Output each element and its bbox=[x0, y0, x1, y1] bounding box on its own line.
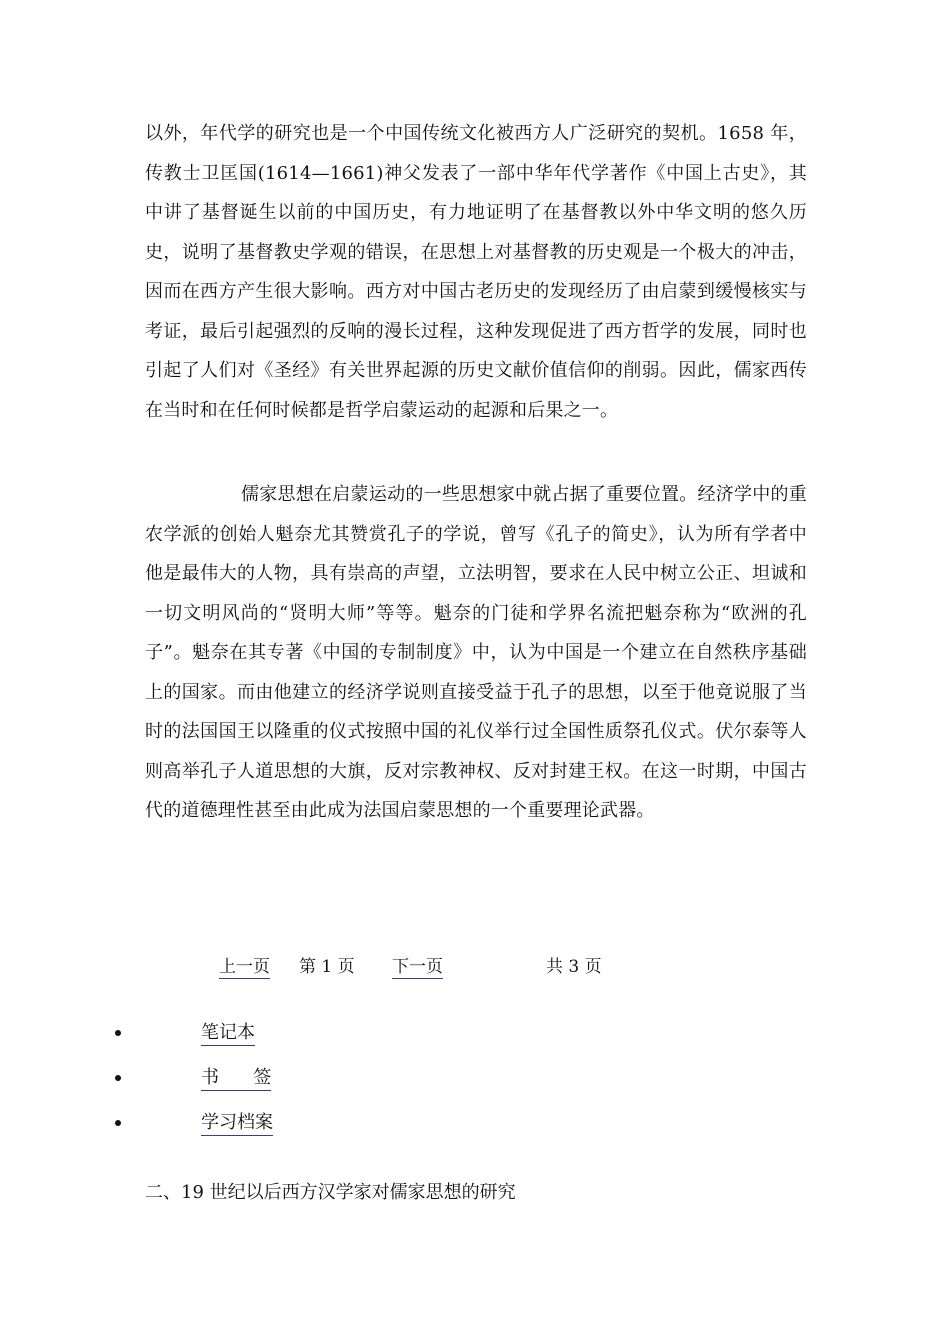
next-page-link[interactable]: 下一页 bbox=[392, 952, 443, 979]
current-page-indicator: 第 1 页 bbox=[299, 957, 355, 977]
tools-list-item-archive bbox=[0, 1108, 950, 1153]
section-heading: 二、19 世纪以后西方汉学家对儒家思想的研究 bbox=[145, 1182, 516, 1203]
study-archive-link[interactable]: 学习档案 bbox=[201, 1108, 273, 1136]
tools-list bbox=[0, 1018, 950, 1153]
notebook-link[interactable]: 笔记本 bbox=[201, 1018, 255, 1046]
bullet-icon bbox=[115, 1030, 121, 1036]
tools-list-item-notebook bbox=[0, 1018, 950, 1063]
prev-page-link[interactable]: 上一页 bbox=[219, 952, 270, 979]
pagination-bar bbox=[0, 952, 950, 982]
total-pages-indicator: 共 3 页 bbox=[546, 957, 602, 977]
bullet-icon bbox=[115, 1120, 121, 1126]
bookmark-link[interactable]: 书 签 bbox=[201, 1063, 271, 1091]
bullet-icon bbox=[115, 1075, 121, 1081]
tools-list-item-bookmark bbox=[0, 1063, 950, 1108]
body-paragraph-1: 以外，年代学的研究也是一个中国传统文化被西方人广泛研究的契机。1658 年，传教士卫匡国(1614—1661)神父发表了一部中华年代学著作《中国上古史》，其中讲了基督诞生以前的中国历史，有力地证明了在基督教以外中华文明的悠久历史，说明了基督教史学观的错误，在思想上对基督教的历史观是一个极大的冲击，因而在西方产生很大影响。西方对中国古老历史的发现经历了由启蒙到缓慢核实与考证，最后引起强烈的反响的漫长过程，这种发现促进了西方哲学的发展，同时也引起了人们对《圣经》有关世界起源的历史文献价值信仰的削弱。因此，儒家西传在当时和在任何时候都是哲学启蒙运动的起源和后果之一。 bbox=[145, 123, 807, 421]
body-paragraph-2: 儒家思想在启蒙运动的一些思想家中就占据了重要位置。经济学中的重农学派的创始人魁奈尤其赞赏孔子的学说，曾写《孔子的简史》，认为所有学者中他是最伟大的人物，具有崇高的声望，立法明智，要求在人民中树立公正、坦诚和一切文明风尚的“贤明大师”等等。魁奈的门徒和学界名流把魁奈称为“欧洲的孔子”。魁奈在其专著《中国的专制制度》中，认为中国是一个建立在自然秩序基础上的国家。而由他建立的经济学说则直接受益于孔子的思想，以至于他竟说服了当时的法国国王以隆重的仪式按照中国的礼仪举行过全国性质祭孔仪式。伏尔泰等人则高举孔子人道思想的大旗，反对宗教神权、反对封建王权。在这一时期，中国古代的道德理性甚至由此成为法国启蒙思想的一个重要理论武器。 bbox=[145, 484, 807, 821]
